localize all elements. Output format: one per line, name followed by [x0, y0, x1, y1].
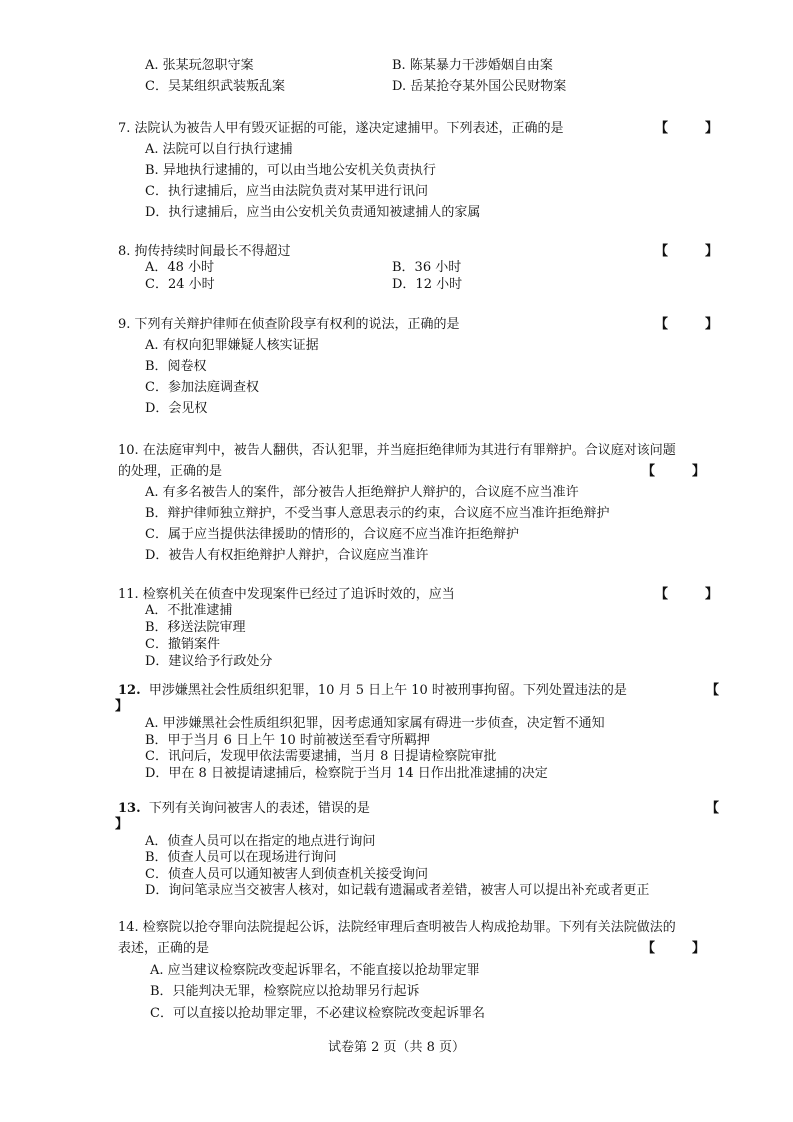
q12-option-a: A. 甲涉嫌黑社会性质组织犯罪，因考虑通知家属有碍进一步侦查，决定暂不通知 — [145, 716, 605, 731]
q12-option-d: D．甲在 8 日被提请逮捕后，检察院于当月 14 日作出批准逮捕的决定 — [145, 766, 548, 781]
q12-number: 12. — [118, 683, 141, 698]
q13-number: 13. — [118, 801, 141, 816]
q7-option-d: D．执行逮捕后，应当由公安机关负责通知被逮捕人的家属 — [145, 205, 481, 220]
q13-option-b: B．侦查人员可以在现场进行询问 — [145, 850, 337, 865]
q9-option-b: B．阅卷权 — [145, 359, 207, 374]
q14-option-a: A. 应当建议检察院改变起诉罪名，不能直接以抢劫罪定罪 — [150, 963, 480, 978]
q7-option-a: A. 法院可以自行执行逮捕 — [145, 142, 293, 157]
q8-stem: 8. 拘传持续时间最长不得超过 — [118, 244, 291, 259]
q10-stem-line2: 的处理，正确的是 — [118, 464, 223, 479]
q13-option-a: A．侦查人员可以在指定的地点进行询问 — [145, 834, 376, 849]
page-footer: 试卷第 2 页（共 8 页） — [327, 1040, 466, 1055]
q7-option-c: C．执行逮捕后，应当由法院负责对某甲进行讯问 — [145, 184, 428, 199]
q11-answer-bracket: 【 】 — [655, 587, 719, 602]
q11-option-d: D．建议给予行政处分 — [145, 654, 273, 669]
q11-stem: 11. 检察机关在侦查中发现案件已经过了追诉时效的，应当 — [118, 587, 455, 602]
q12-stem — [118, 683, 627, 699]
q10-answer-bracket: 【 】 — [642, 464, 706, 479]
q14-stem-line1: 14. 检察院以抢夺罪向法院提起公诉，法院经审理后查明被告人构成抢劫罪。下列有关法院做法的 — [118, 920, 676, 935]
q9-stem: 9. 下列有关辩护律师在侦查阶段享有权利的说法，正确的是 — [118, 317, 460, 332]
q9-option-c: C．参加法庭调查权 — [145, 380, 259, 395]
q14-stem-line2: 表述，正确的是 — [118, 941, 210, 956]
q8-option-a: A．48 小时 — [145, 260, 215, 275]
q6-option-a: A. 张某玩忽职守案 — [145, 58, 254, 73]
q6-option-d: D. 岳某抢夺某外国公民财物案 — [392, 79, 567, 94]
q13-option-c: C．侦查人员可以通知被害人到侦查机关接受询问 — [145, 867, 428, 882]
q14-option-b: B．只能判决无罪，检察院应以抢劫罪另行起诉 — [150, 984, 420, 999]
q14-answer-bracket: 【 】 — [642, 941, 706, 956]
q7-stem: 7. 法院认为被告人甲有毁灭证据的可能，遂决定逮捕甲。下列表述，正确的是 — [118, 121, 564, 136]
q10-option-b: B．辩护律师独立辩护，不受当事人意思表示的约束，合议庭不应当准许拒绝辩护 — [145, 506, 610, 521]
q13-option-d: D．询问笔录应当交被害人核对，如记载有遗漏或者差错，被害人可以提出补充或者更正 — [145, 883, 650, 898]
q13-stem-text: 下列有关询问被害人的表述，错误的是 — [148, 801, 370, 816]
q12-stem-text: 甲涉嫌黑社会性质组织犯罪，10 月 5 日上午 10 时被刑事拘留。下列处置违法的是 — [148, 683, 627, 698]
q10-option-a: A. 有多名被告人的案件，部分被告人拒绝辩护人辩护的，合议庭不应当准许 — [145, 485, 579, 500]
q11-option-a: A．不批准逮捕 — [145, 603, 233, 618]
q8-answer-bracket: 【 】 — [655, 244, 719, 259]
q10-stem-line1: 10. 在法庭审判中，被告人翻供，否认犯罪，并当庭拒绝律师为其进行有罪辩护。合议庭对该问题 — [118, 443, 676, 458]
q9-option-d: D．会见权 — [145, 401, 208, 416]
q7-option-b: B. 异地执行逮捕的，可以由当地公安机关负责执行 — [145, 163, 436, 178]
q10-option-d: D．被告人有权拒绝辩护人辩护，合议庭应当准许 — [145, 548, 429, 563]
q10-option-c: C．属于应当提供法律援助的情形的，合议庭不应当准许拒绝辩护 — [145, 527, 519, 542]
q11-option-b: B．移送法院审理 — [145, 620, 246, 635]
q8-option-c: C．24 小时 — [145, 277, 215, 292]
q6-option-c: C．吴某组织武装叛乱案 — [145, 79, 285, 94]
q14-option-c: C．可以直接以抢劫罪定罪，不必建议检察院改变起诉罪名 — [150, 1006, 485, 1021]
q13-bracket-close: 】 — [115, 817, 129, 832]
q11-option-c: C．撤销案件 — [145, 637, 220, 652]
q7-answer-bracket: 【 】 — [655, 121, 719, 136]
q8-option-b: B．36 小时 — [392, 260, 462, 275]
q9-answer-bracket: 【 】 — [655, 317, 719, 332]
q9-option-a: A. 有权向犯罪嫌疑人核实证据 — [145, 338, 319, 353]
q13-stem — [118, 801, 370, 817]
q8-option-d: D．12 小时 — [392, 277, 463, 292]
q12-bracket-close: 】 — [115, 699, 129, 714]
q6-option-b: B. 陈某暴力干涉婚姻自由案 — [392, 58, 553, 73]
q13-bracket-open: 【 — [706, 801, 720, 816]
q12-bracket-open: 【 — [706, 683, 720, 698]
q12-option-b: B．甲于当月 6 日上午 10 时前被送至看守所羁押 — [145, 733, 430, 748]
q12-option-c: C．讯问后，发现甲依法需要逮捕，当月 8 日提请检察院审批 — [145, 749, 497, 764]
